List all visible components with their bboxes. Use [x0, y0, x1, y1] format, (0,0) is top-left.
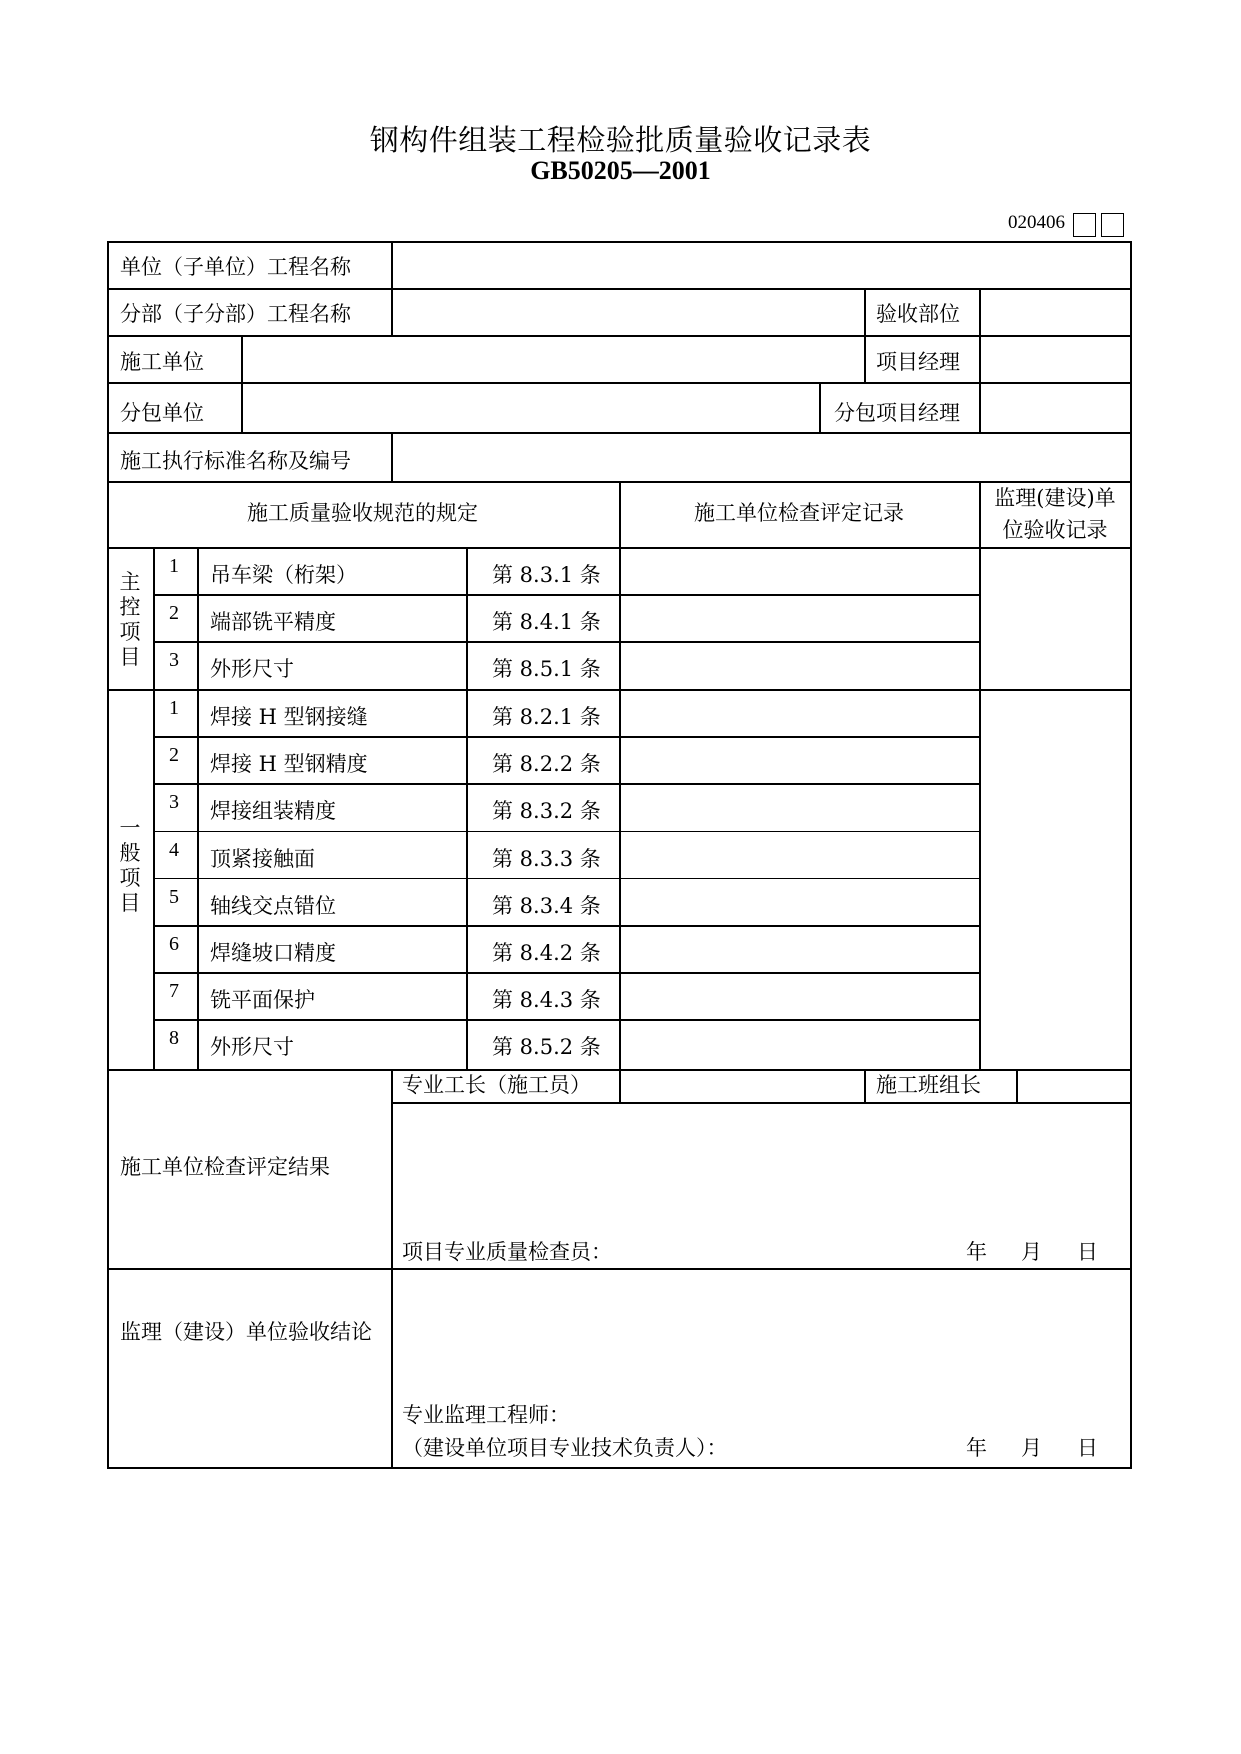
general-item-item-name: 铣平面保护: [210, 988, 315, 1013]
team-leader-label: 施工班组长: [876, 1073, 981, 1097]
main-item-item-clause: 第 8.3.1 条: [492, 563, 601, 587]
main-item-item-number: 2: [169, 602, 179, 625]
subcontract-manager-label: 分包项目经理: [834, 401, 960, 425]
general-item-item-name: 焊接组装精度: [210, 799, 336, 824]
construction-unit-field[interactable]: [242, 338, 864, 382]
general-item-item-name: 外形尺寸: [210, 1035, 294, 1060]
standard-name-field[interactable]: [392, 434, 1129, 480]
grid-line: [466, 547, 468, 1069]
subcontract-manager-field[interactable]: [980, 384, 1129, 432]
general-item-item-name: 焊接 H 型钢精度: [210, 752, 368, 777]
main-item-check-record-cell[interactable]: [621, 549, 978, 594]
supervision-engineer-label: 专业监理工程师：: [402, 1403, 570, 1427]
conclusion-month-label: 月: [1021, 1436, 1042, 1460]
main-item-item-name: 端部铣平精度: [210, 610, 336, 635]
general-item-item-name: 焊接 H 型钢接缝: [210, 705, 368, 729]
general-items-label: 一般项目: [119, 816, 141, 915]
main-item-item-name: 外形尺寸: [210, 657, 294, 682]
general-item-item-name: 顶紧接触面: [210, 846, 315, 871]
conclusion-year-label: 年: [966, 1436, 987, 1460]
supervision-conclusion-label: 监理（建设）单位验收结论: [120, 1320, 372, 1344]
general-item-item-number: 5: [169, 885, 179, 908]
project-manager-field[interactable]: [980, 338, 1129, 382]
unit-project-name-label: 单位（子单位）工程名称: [120, 255, 351, 279]
supervision-conclusion-field[interactable]: [392, 1270, 1129, 1400]
general-item-item-clause: 第 8.3.2 条: [492, 799, 601, 824]
form-code-box-1[interactable]: [1073, 213, 1096, 237]
general-item-check-record-cell[interactable]: [621, 691, 978, 736]
general-item-item-number: 1: [169, 697, 179, 719]
grid-line: [864, 288, 866, 382]
acceptance-part-label: 验收部位: [876, 302, 960, 326]
check-record-column-header: 施工单位检查评定记录: [694, 501, 904, 525]
subcontract-unit-field[interactable]: [242, 384, 818, 432]
acceptance-part-field[interactable]: [980, 290, 1129, 334]
general-item-item-name: 轴线交点错位: [210, 893, 336, 918]
main-item-item-number: 1: [169, 555, 179, 577]
general-item-check-record-cell[interactable]: [621, 880, 978, 925]
main-item-item-number: 3: [169, 649, 179, 672]
main-item-item-clause: 第 8.5.1 条: [492, 657, 601, 682]
main-item-check-record-cell[interactable]: [621, 643, 978, 688]
standard-code: GB50205—2001: [530, 156, 711, 185]
foreman-field[interactable]: [621, 1070, 864, 1101]
subcontract-unit-label: 分包单位: [120, 401, 204, 425]
owner-tech-label: （建设单位项目专业技术负责人）：: [402, 1436, 728, 1460]
general-item-check-record-cell[interactable]: [621, 974, 978, 1019]
general-item-item-clause: 第 8.3.4 条: [492, 893, 601, 918]
general-item-item-clause: 第 8.2.1 条: [492, 705, 601, 729]
general-item-check-record-cell[interactable]: [621, 738, 978, 783]
quality-inspector-label: 项目专业质量检查员：: [402, 1240, 612, 1264]
general-item-item-clause: 第 8.4.3 条: [492, 988, 601, 1013]
general-item-item-number: 8: [169, 1027, 179, 1050]
form-code-box-2[interactable]: [1101, 213, 1124, 237]
grid-line: [1130, 241, 1132, 1468]
grid-line: [864, 1069, 866, 1103]
construction-result-label: 施工单位检查评定结果: [120, 1155, 330, 1179]
unit-project-name-field[interactable]: [392, 244, 1129, 288]
general-item-item-clause: 第 8.2.2 条: [492, 752, 601, 777]
result-month-label: 月: [1021, 1240, 1042, 1264]
general-item-item-number: 3: [169, 791, 179, 814]
construction-unit-label: 施工单位: [120, 350, 204, 374]
foreman-label: 专业工长（施工员）: [402, 1073, 591, 1097]
grid-line: [197, 547, 199, 1069]
team-leader-field[interactable]: [1017, 1070, 1129, 1101]
general-item-item-number: 6: [169, 933, 179, 955]
project-manager-label: 项目经理: [876, 350, 960, 374]
grid-line: [107, 335, 1130, 337]
general-item-check-record-cell[interactable]: [621, 927, 978, 972]
supervision-column-header-line2: 位验收记录: [1002, 518, 1108, 542]
general-item-item-name: 焊缝坡口精度: [210, 941, 336, 965]
main-items-supervision-record[interactable]: [980, 548, 1129, 688]
main-item-item-clause: 第 8.4.1 条: [492, 610, 601, 635]
general-item-item-number: 2: [169, 744, 179, 767]
result-year-label: 年: [966, 1240, 987, 1264]
general-item-item-clause: 第 8.4.2 条: [492, 941, 601, 965]
main-items-label: 主控项目: [119, 570, 141, 669]
spec-column-header: 施工质量验收规范的规定: [247, 501, 478, 525]
standard-name-label: 施工执行标准名称及编号: [120, 449, 351, 473]
general-item-item-clause: 第 8.3.3 条: [492, 846, 601, 871]
supervision-column-header-line1: 监理(建设)单: [994, 486, 1116, 510]
general-items-supervision-record[interactable]: [980, 690, 1129, 1068]
general-item-check-record-cell[interactable]: [621, 785, 978, 830]
general-item-check-record-cell[interactable]: [621, 1021, 978, 1066]
general-item-check-record-cell[interactable]: [621, 833, 978, 878]
general-item-item-clause: 第 8.5.2 条: [492, 1035, 601, 1060]
result-day-label: 日: [1077, 1240, 1098, 1264]
general-item-item-number: 7: [169, 980, 179, 1003]
conclusion-day-label: 日: [1077, 1436, 1098, 1460]
grid-line: [107, 241, 109, 1468]
grid-line: [107, 1467, 1132, 1469]
main-item-check-record-cell[interactable]: [621, 596, 978, 641]
general-item-item-number: 4: [169, 838, 179, 861]
form-title: 钢构件组装工程检验批质量验收记录表: [369, 123, 872, 157]
main-item-item-name: 吊车梁（桁架）: [210, 563, 357, 587]
construction-result-field[interactable]: [392, 1104, 1129, 1214]
sub-project-name-field[interactable]: [392, 290, 864, 334]
form-code: 020406: [1008, 212, 1065, 233]
grid-line: [107, 241, 1132, 243]
grid-line: [819, 382, 821, 432]
sub-project-name-label: 分部（子分部）工程名称: [120, 302, 351, 326]
